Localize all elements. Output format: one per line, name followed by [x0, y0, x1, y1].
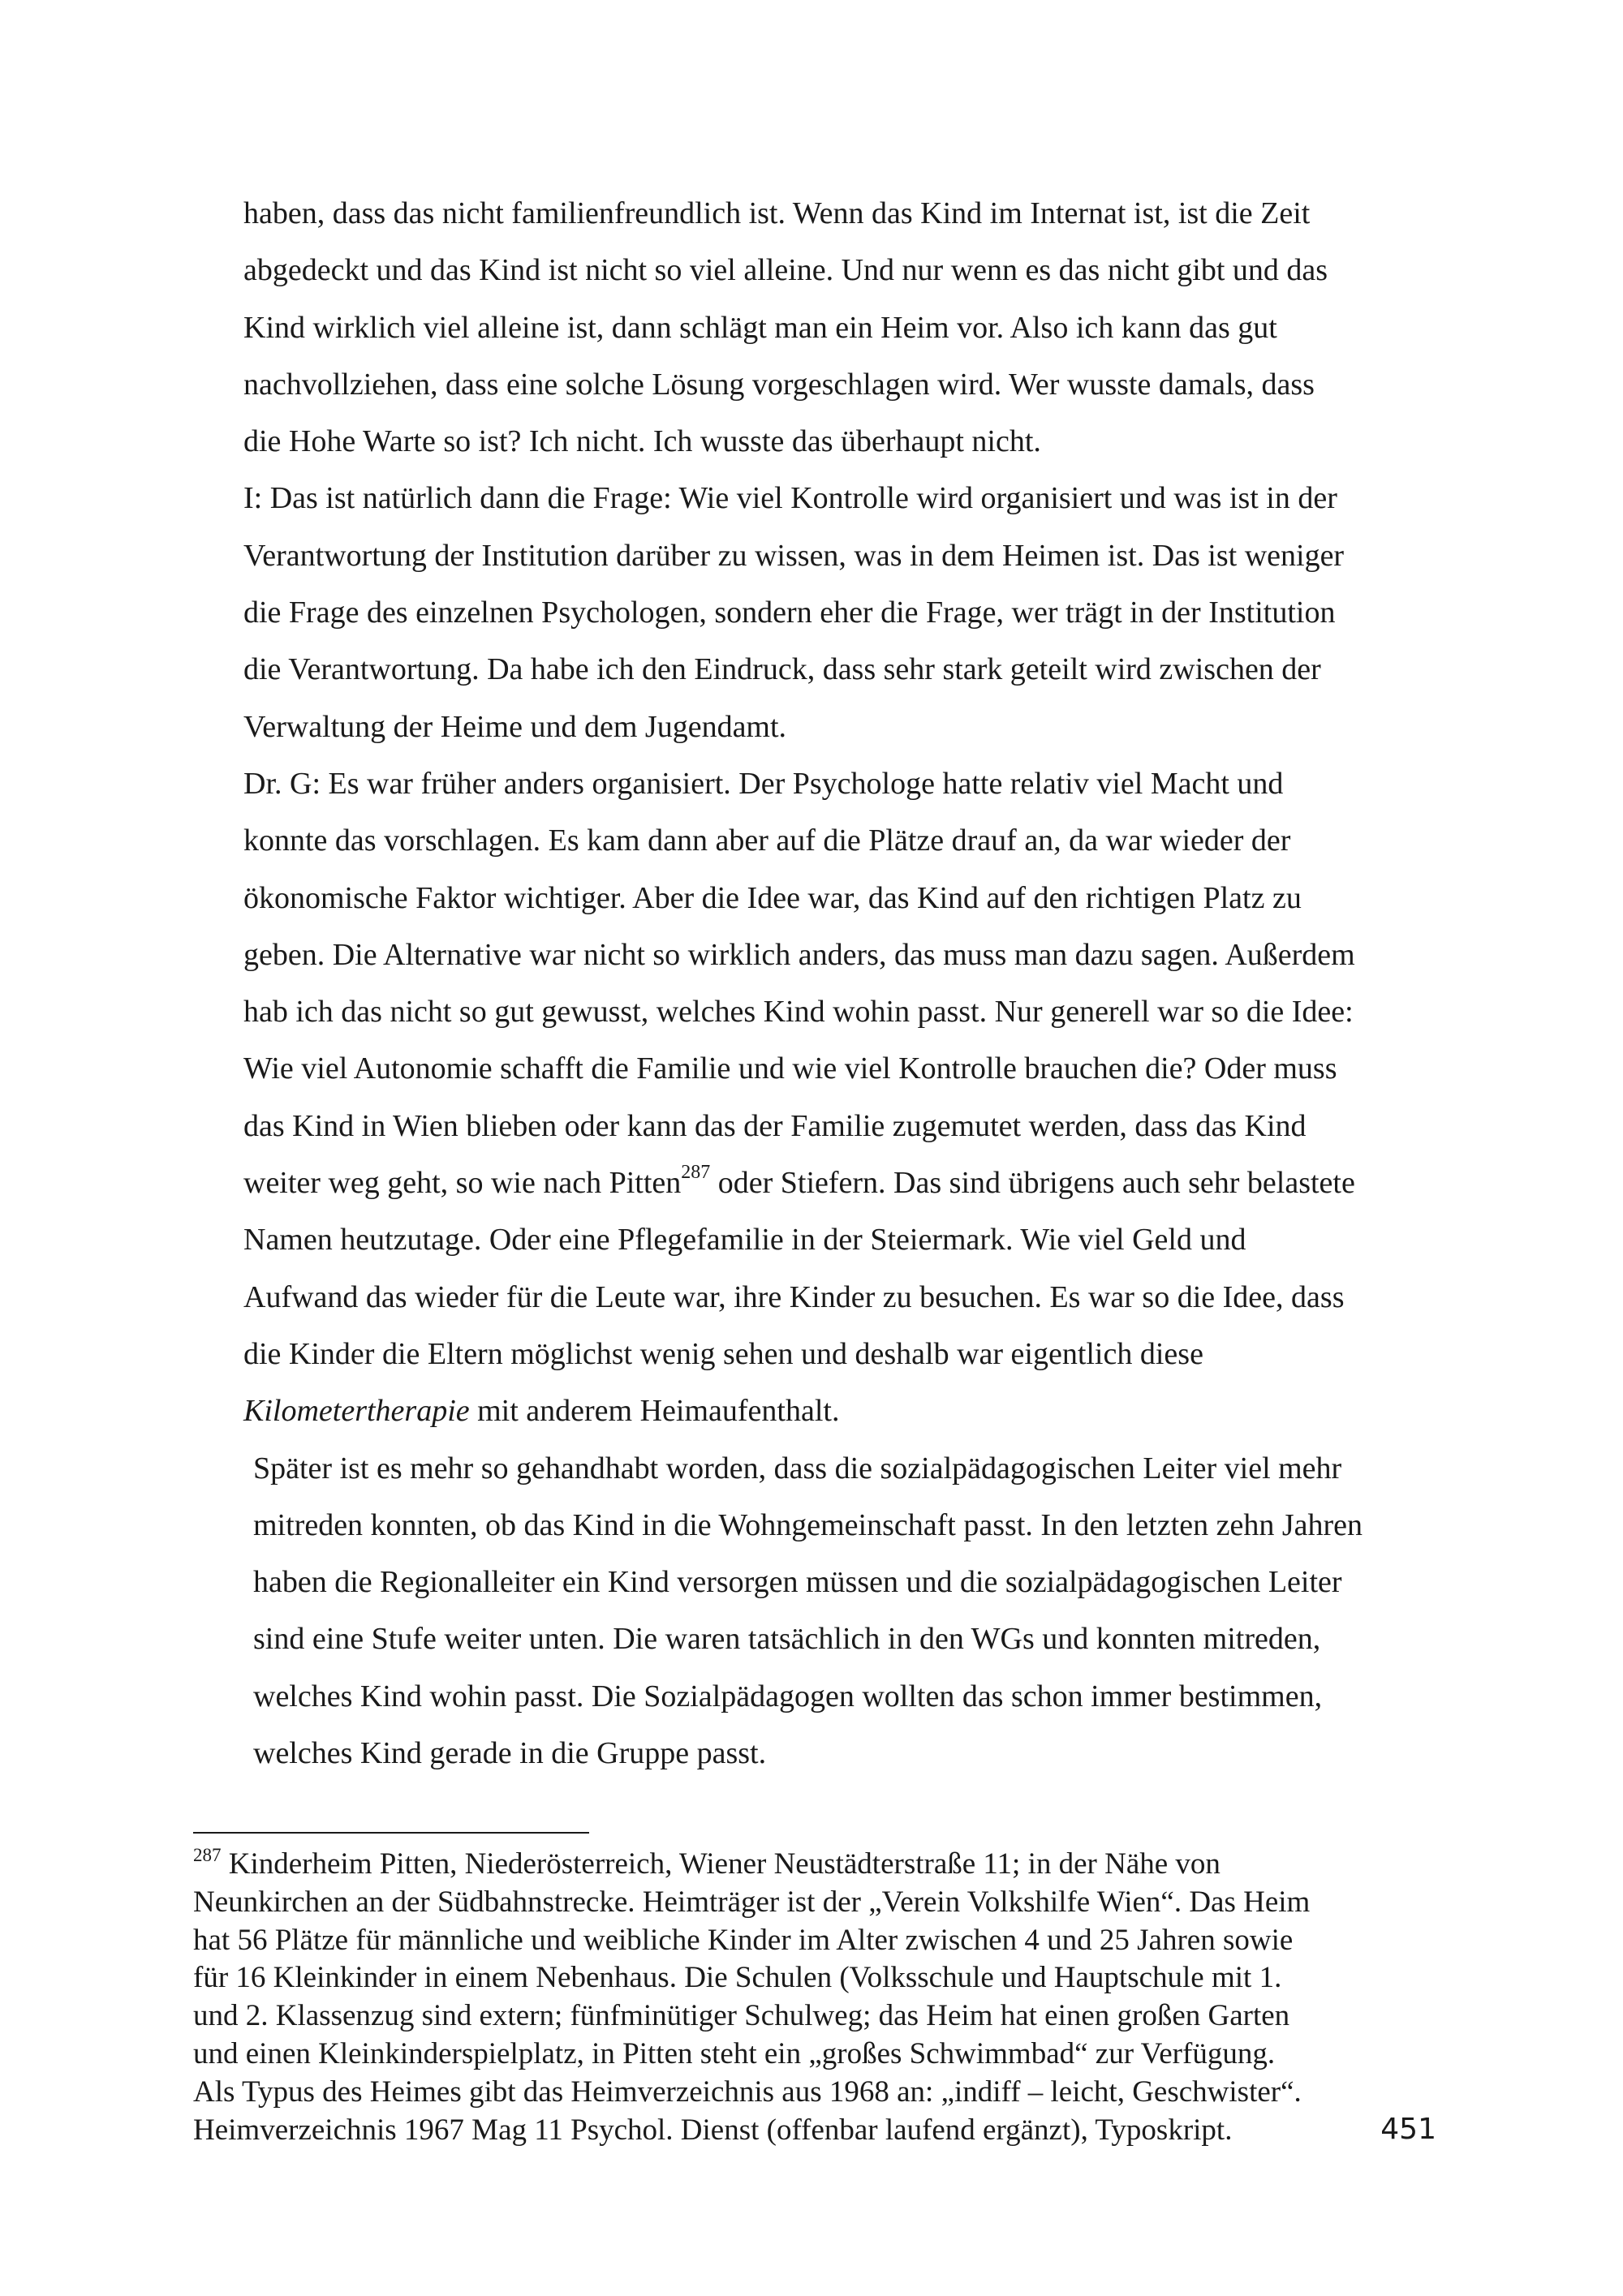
footnote-line: Als Typus des Heimes gibt das Heimverzeichnis aus 1968 an: „indiff – leicht, Geschwister“. [193, 2075, 1302, 2109]
footnote-line: Heimverzeichnis 1967 Mag 11 Psychol. Dienst (offenbar laufend ergänzt), Typoskript. [193, 2113, 1233, 2147]
body-line: haben die Regionalleiter ein Kind versorgen müssen und die sozialpädagogischen Leiter [253, 1565, 1342, 1600]
body-line: Kind wirklich viel alleine ist, dann schlägt man ein Heim vor. Also ich kann das gut [243, 310, 1277, 345]
italic-term: Kilometertherapie [243, 1394, 470, 1429]
body-line: die Kinder die Eltern möglichst wenig sehen und deshalb war eigentlich diese [243, 1336, 1203, 1371]
body-line: I: Das ist natürlich dann die Frage: Wie viel Kontrolle wird organisiert und was ist in der [243, 481, 1337, 516]
pitten-text-before: weiter weg geht, so wie nach Pitten [243, 1166, 682, 1201]
body-line: sind eine Stufe weiter unten. Die waren tatsächlich in den WGs und konnten mitreden, [253, 1622, 1321, 1657]
page-number: 451 [1380, 2113, 1436, 2146]
body-line-pitten [243, 1154, 1453, 1211]
body-line: ökonomische Faktor wichtiger. Aber die Idee war, das Kind auf den richtigen Platz zu [243, 880, 1302, 915]
body-line: Verantwortung der Institution darüber zu wissen, was in dem Heimen ist. Das ist weniger [243, 538, 1345, 573]
pitten-text-after: oder Stiefern. Das sind übrigens auch sehr belastete [710, 1166, 1355, 1201]
footnote-line-text: Kinderheim Pitten, Niederösterreich, Wiener Neustädterstraße 11; in der Nähe von [221, 1847, 1220, 1881]
body-line: Dr. G: Es war früher anders organisiert. Der Psychologe hatte relativ viel Macht und [243, 766, 1284, 801]
italic-line-rest: mit anderem Heimaufenthalt. [469, 1394, 840, 1429]
footnote [193, 1846, 1459, 2149]
body-line: konnte das vorschlagen. Es kam dann aber auf die Plätze drauf an, da war wieder der [243, 823, 1291, 858]
body-line: das Kind in Wien blieben oder kann das der Familie zugemutet werden, dass das Kind [243, 1108, 1307, 1143]
footnote-line: und einen Kleinkinderspielplatz, in Pitten steht ein „großes Schwimmbad“ zur Verfügung. [193, 2036, 1276, 2070]
body-line: Verwaltung der Heime und dem Jugendamt. [243, 709, 787, 744]
body-line: die Verantwortung. Da habe ich den Eindruck, dass sehr stark geteilt wird zwischen der [243, 652, 1321, 687]
footnote-reference[interactable]: 287 [681, 1162, 711, 1184]
footnote-number: 287 [193, 1844, 222, 1865]
body-line: Namen heutzutage. Oder eine Pflegefamilie in der Steiermark. Wie viel Geld und [243, 1223, 1246, 1258]
footnote-line: hat 56 Plätze für männliche und weibliche Kinder im Alter zwischen 4 und 25 Jahren sowie [193, 1923, 1294, 1957]
body-line: hab ich das nicht so gut gewusst, welches Kind wohin passt. Nur generell war so die Idee: [243, 995, 1354, 1030]
footnote-line: für 16 Kleinkinder in einem Nebenhaus. Die Schulen (Volksschule und Hauptschule mit 1. [193, 1961, 1282, 1995]
body-line-italic [243, 1382, 1453, 1439]
body-line: mitreden konnten, ob das Kind in die Wohngemeinschaft passt. In den letzten zehn Jahren [253, 1507, 1363, 1542]
body-line: geben. Die Alternative war nicht so wirklich anders, das muss man dazu sagen. Außerdem [243, 937, 1355, 972]
body-line: Aufwand das wieder für die Leute war, ihre Kinder zu besuchen. Es war so die Idee, dass [243, 1279, 1345, 1314]
body-line: Wie viel Autonomie schafft die Familie und wie viel Kontrolle brauchen die? Oder muss [243, 1051, 1337, 1086]
footnote-line: und 2. Klassenzug sind extern; fünfminütiger Schulweg; das Heim hat einen großen Garten [193, 1999, 1290, 2033]
body-text [243, 185, 1453, 1782]
body-line: die Hohe Warte so ist? Ich nicht. Ich wusste das überhaupt nicht. [243, 424, 1041, 459]
body-line: welches Kind gerade in die Gruppe passt. [253, 1736, 767, 1771]
footnote-separator [193, 1832, 589, 1834]
body-line: welches Kind wohin passt. Die Sozialpädagogen wollten das schon immer bestimmen, [253, 1679, 1323, 1713]
body-line: haben, dass das nicht familienfreundlich ist. Wenn das Kind im Internat ist, ist die Zeit [243, 196, 1311, 230]
body-line: abgedeckt und das Kind ist nicht so viel alleine. Und nur wenn es das nicht gibt und das [243, 253, 1328, 288]
body-line: die Frage des einzelnen Psychologen, sondern eher die Frage, wer trägt in der Institution [243, 595, 1336, 630]
footnote-line: Neunkirchen an der Südbahnstrecke. Heimträger ist der „Verein Volkshilfe Wien“. Das Heim [193, 1885, 1311, 1919]
body-line: Später ist es mehr so gehandhabt worden, dass die sozialpädagogischen Leiter viel mehr [253, 1451, 1342, 1486]
body-line: nachvollziehen, dass eine solche Lösung vorgeschlagen wird. Wer wusste damals, dass [243, 367, 1315, 402]
footnote-line [193, 1846, 1459, 1884]
